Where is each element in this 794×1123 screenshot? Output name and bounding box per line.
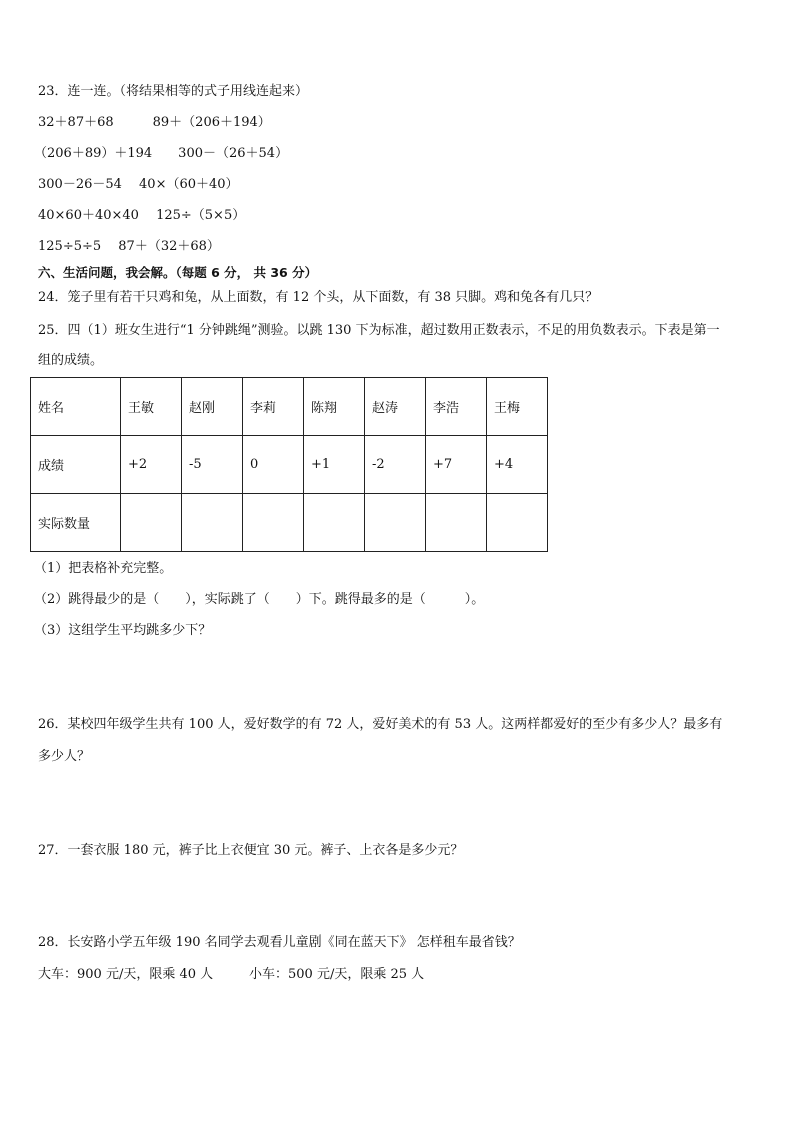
q23-row-4: 40×60＋40×40 125÷（5×5）: [38, 208, 246, 223]
table-cell: 陈翔: [304, 378, 365, 436]
table-cell: +4: [487, 436, 548, 494]
table-row-actual: [31, 494, 548, 552]
table-cell: 赵涛: [365, 378, 426, 436]
q25-line-1: 25．四（1）班女生进行“1 分钟跳绳”测验。以跳 130 下为标准，超过数用正数表示，不足的用负数表示。下表是第一: [38, 323, 720, 338]
table-row-scores: [31, 436, 548, 494]
q23-title: 23．连一连。（将结果相等的式子用线连起来）: [38, 84, 309, 99]
q23-row-5: 125÷5÷5 87＋（32＋68）: [38, 239, 220, 254]
q25-line-2: 组的成绩。: [38, 353, 104, 368]
answer-cell[interactable]: [243, 494, 304, 552]
table-cell: 李浩: [426, 378, 487, 436]
table-cell: 0: [243, 436, 304, 494]
answer-cell[interactable]: [182, 494, 243, 552]
section-6-heading: 六、生活问题，我会解。（每题 6 分， 共 36 分）: [38, 265, 318, 280]
table-cell: +2: [121, 436, 182, 494]
table-cell: 赵刚: [182, 378, 243, 436]
q24-text: 24．笼子里有若干只鸡和兔，从上面数，有 12 个头，从下面数，有 38 只脚。鸡和兔各有几只？: [38, 290, 599, 305]
q28-text: 28．长安路小学五年级 190 名同学去观看儿童剧《同在蓝天下》 怎样租车最省钱？: [38, 935, 521, 950]
q26-line-2: 多少人？: [38, 749, 91, 764]
q27-text: 27．一套衣服 180 元，裤子比上衣便宜 30 元。裤子、上衣各是多少元？: [38, 843, 464, 858]
table-cell: 李莉: [243, 378, 304, 436]
table-cell: 王梅: [487, 378, 548, 436]
q28-big-bus: 大车：900 元/天，限乘 40 人: [38, 967, 214, 982]
q23-row-1: 32＋87＋68 89＋（206＋194）: [38, 115, 271, 130]
table-row-names: [31, 378, 548, 436]
table-cell: +1: [304, 436, 365, 494]
q25-sub-2: （2）跳得最少的是（ ），实际跳了（ ）下。跳得最多的是（ ）。: [34, 592, 485, 607]
q28-small-bus: 小车：500 元/天，限乘 25 人: [249, 967, 425, 982]
answer-cell[interactable]: [365, 494, 426, 552]
table-cell: -2: [365, 436, 426, 494]
answer-cell[interactable]: [487, 494, 548, 552]
answer-cell[interactable]: [121, 494, 182, 552]
table-cell: +7: [426, 436, 487, 494]
score-table: [30, 377, 548, 552]
q26-line-1: 26．某校四年级学生共有 100 人，爱好数学的有 72 人，爱好美术的有 53 人。这两样都爱好的至少有多少人？最多有: [38, 717, 723, 732]
q25-sub-3: （3）这组学生平均跳多少下？: [34, 623, 212, 638]
table-cell: -5: [182, 436, 243, 494]
q23-row-2: （206＋89）＋194 300－（26＋54）: [34, 146, 289, 161]
table-cell: 王敏: [121, 378, 182, 436]
q23-row-3: 300－26－54 40×（60＋40）: [38, 177, 239, 192]
table-cell: 姓名: [31, 378, 121, 436]
answer-cell[interactable]: [304, 494, 365, 552]
q25-sub-1: （1）把表格补充完整。: [34, 561, 173, 576]
table-cell: 成绩: [31, 436, 121, 494]
table-cell: 实际数量: [31, 494, 121, 552]
answer-cell[interactable]: [426, 494, 487, 552]
